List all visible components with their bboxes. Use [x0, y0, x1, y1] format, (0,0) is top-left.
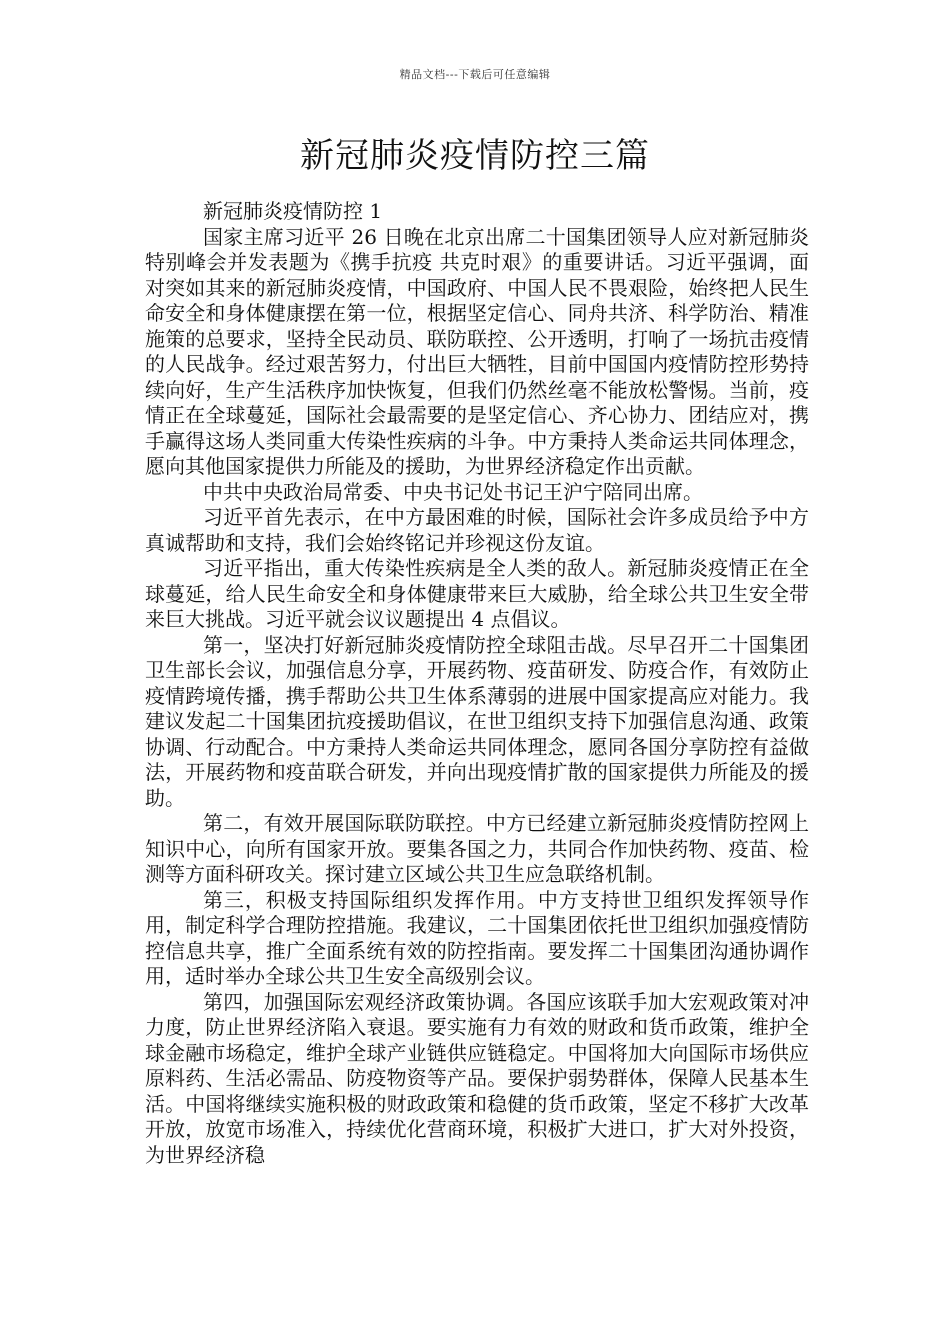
paragraph: 习近平指出，重大传染性疾病是全人类的敌人。新冠肺炎疫情正在全球蔓延，给人民生命安全和身体健康带来巨大威胁，给全球公共卫生安全带来巨大挑战。习近平就会议议题提出 4 点倡议。 — [145, 556, 809, 631]
paragraph: 国家主席习近平 26 日晚在北京出席二十国集团领导人应对新冠肺炎特别峰会并发表题为《携手抗疫 共克时艰》的重要讲话。习近平强调，面对突如其来的新冠肺炎疫情，中国政府、中国人民不畏艰险，始终把人民生命安全和身体健康摆在第一位，根据坚定信心、同舟共济、科学防治、精准施策的总要求，坚持全民动员、联防联控、公开透明，打响了一场抗击疫情的人民战争。经过艰苦努力，付出巨大牺牲，目前中国国内疫情防控形势持续向好，生产生活秩序加快恢复，但我们仍然丝毫不能放松警惕。当前，疫情正在全球蔓延，国际社会最需要的是坚定信心、齐心协力、团结应对，携手赢得这场人类同重大传染性疾病的斗争。中方秉持人类命运共同体理念，愿向其他国家提供力所能及的援助，为世界经济稳定作出贡献。 — [145, 224, 809, 478]
section-subheading: 新冠肺炎疫情防控 1 — [203, 199, 383, 223]
paragraph: 第二，有效开展国际联防联控。中方已经建立新冠肺炎疫情防控网上知识中心，向所有国家开放。要集各国之力，共同合作加快药物、疫苗、检测等方面科研攻关。探讨建立区域公共卫生应急联络机制。 — [145, 811, 809, 886]
paragraph: 第四，加强国际宏观经济政策协调。各国应该联手加大宏观政策对冲力度，防止世界经济陷入衰退。要实施有力有效的财政和货币政策，维护全球金融市场稳定，维护全球产业链供应链稳定。中国将加大向国际市场供应原料药、生活必需品、防疫物资等产品。要保护弱势群体，保障人民基本生活。中国将继续实施积极的财政政策和稳健的货币政策，坚定不移扩大改革开放，放宽市场准入，持续优化营商环境，积极扩大进口，扩大对外投资，为世界经济稳 — [145, 989, 809, 1167]
header-note: 精品文档---下载后可任意编辑 — [399, 68, 551, 81]
paragraph: 第三，积极支持国际组织发挥作用。中方支持世卫组织发挥领导作用，制定科学合理防控措施。我建议，二十国集团依托世卫组织加强疫情防控信息共享，推广全面系统有效的防控指南。要发挥二十国集团沟通协调作用，适时举办全球公共卫生安全高级别会议。 — [145, 887, 809, 988]
paragraph: 习近平首先表示，在中方最困难的时候，国际社会许多成员给予中方真诚帮助和支持，我们会始终铭记并珍视这份友谊。 — [145, 505, 809, 555]
document-body — [145, 199, 809, 1168]
paragraph: 中共中央政治局常委、中央书记处书记王沪宁陪同出席。 — [203, 479, 703, 504]
document-title: 新冠肺炎疫情防控三篇 — [300, 136, 650, 176]
paragraph: 第一，坚决打好新冠肺炎疫情防控全球阻击战。尽早召开二十国集团卫生部长会议，加强信息分享，开展药物、疫苗研发、防疫合作，有效防止疫情跨境传播，携手帮助公共卫生体系薄弱的进展中国家提高应对能力。我建议发起二十国集团抗疫援助倡议，在世卫组织支持下加强信息沟通、政策协调、行动配合。中方秉持人类命运共同体理念，愿同各国分享防控有益做法，开展药物和疫苗联合研发，并向出现疫情扩散的国家提供力所能及的援助。 — [145, 632, 809, 810]
